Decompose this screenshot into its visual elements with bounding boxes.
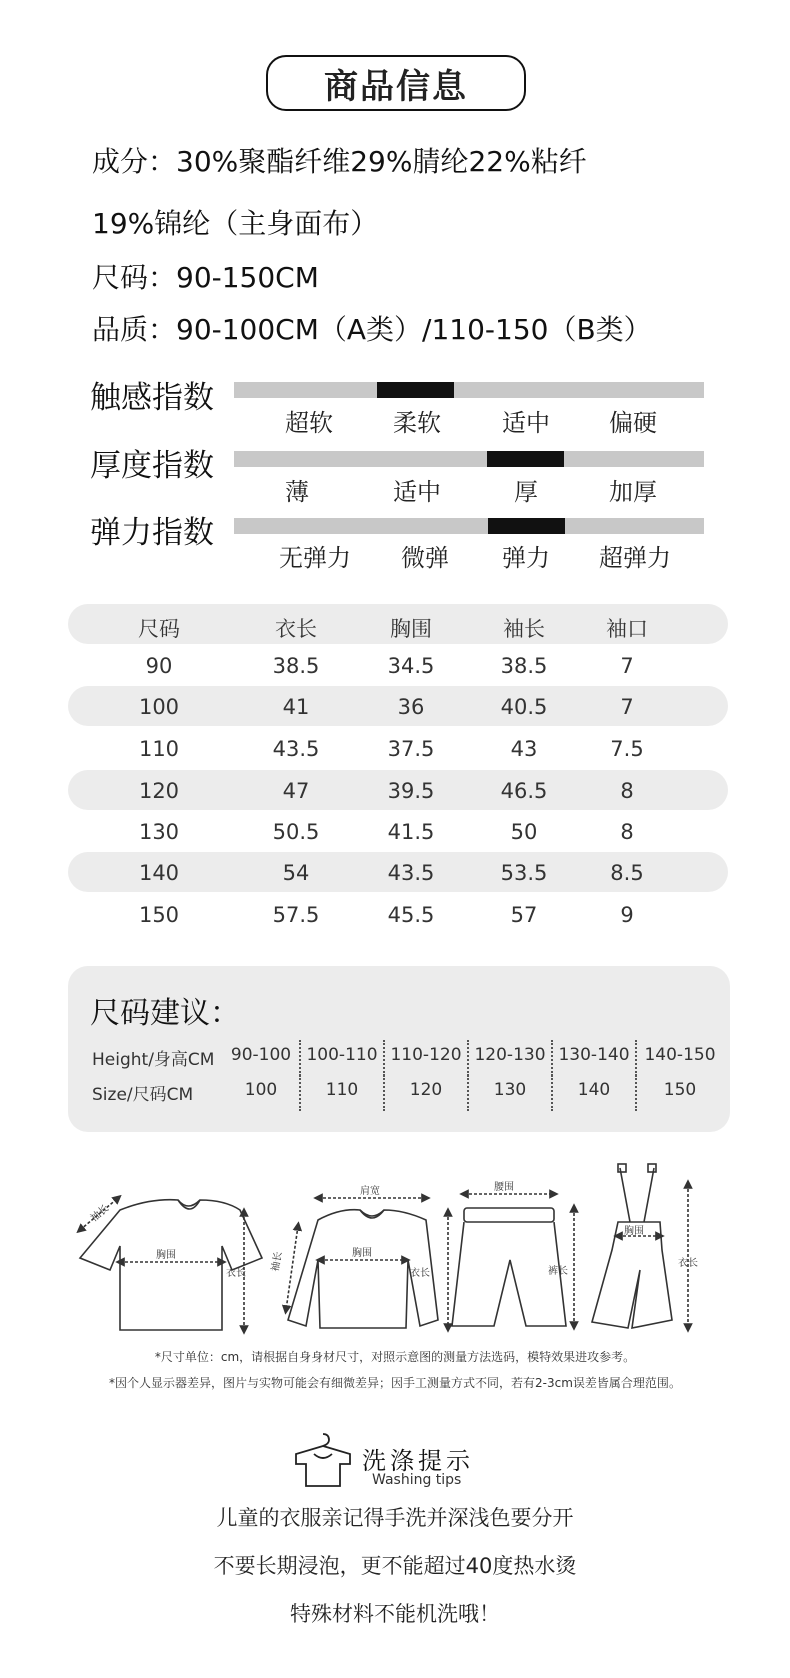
level-label: 加厚 xyxy=(609,478,657,506)
overalls-diagram xyxy=(592,1164,688,1328)
level-label: 偏硬 xyxy=(609,409,657,437)
column-divider xyxy=(635,1040,637,1076)
recommended-size: 100 xyxy=(244,1080,278,1100)
height-range: 120-130 xyxy=(474,1045,546,1065)
table-cell: 46.5 xyxy=(500,779,548,803)
level-label: 超弹力 xyxy=(599,544,671,572)
sweater-diagram xyxy=(286,1198,448,1328)
washing-tip: 不要长期浸泡，更不能超过40度热水烫 xyxy=(213,1554,577,1578)
index-bar xyxy=(234,451,704,467)
recommended-size: 140 xyxy=(577,1080,611,1100)
tshirt-chest-label: 胸围 xyxy=(156,1250,176,1261)
table-cell: 57 xyxy=(510,903,538,927)
washing-title: 洗涤提示 xyxy=(362,1447,474,1475)
index-marker xyxy=(488,518,565,534)
column-divider xyxy=(383,1075,385,1111)
table-cell: 43 xyxy=(510,737,538,761)
table-cell: 43.5 xyxy=(387,861,435,885)
height-range: 90-100 xyxy=(230,1045,292,1065)
shorts-diagram xyxy=(452,1194,574,1326)
table-cell: 40.5 xyxy=(500,695,548,719)
sweater-length-label: 衣长 xyxy=(410,1268,430,1279)
table-cell: 90 xyxy=(145,654,173,678)
sweater-shoulder-label: 肩宽 xyxy=(360,1186,380,1197)
table-cell: 38.5 xyxy=(500,654,548,678)
size-note: *尺寸单位：cm，请根据自身身材尺寸，对照示意图的测量方法选码，模特效果进攻参考。 xyxy=(154,1350,636,1364)
height-range: 140-150 xyxy=(644,1045,716,1065)
table-cell: 140 xyxy=(138,861,180,885)
table-cell: 100 xyxy=(138,695,180,719)
washing-subtitle: Washing tips xyxy=(372,1472,462,1488)
level-label: 微弹 xyxy=(401,544,449,572)
table-cell: 54 xyxy=(282,861,310,885)
column-divider xyxy=(467,1040,469,1076)
column-divider xyxy=(299,1040,301,1076)
index-label: 触感指数 xyxy=(90,380,214,416)
table-cell: 7.5 xyxy=(610,737,644,761)
column-divider xyxy=(467,1075,469,1111)
table-cell: 47 xyxy=(282,779,310,803)
level-label: 超软 xyxy=(285,409,333,437)
header-cell: 尺码 xyxy=(138,617,180,641)
level-label: 弹力 xyxy=(502,544,550,572)
tshirt-sleeve-label: 袖长 xyxy=(88,1203,112,1225)
table-cell: 53.5 xyxy=(500,861,548,885)
composition-line-2: 19%锦纶（主身面布） xyxy=(92,207,379,240)
level-label: 厚 xyxy=(514,478,538,506)
table-cell: 8 xyxy=(620,779,634,803)
table-cell: 7 xyxy=(620,654,634,678)
height-range: 110-120 xyxy=(390,1045,462,1065)
quality-grade: 品质：90-100CM（A类）/110-150（B类） xyxy=(92,313,652,346)
recommended-size: 120 xyxy=(409,1080,443,1100)
table-cell: 57.5 xyxy=(272,903,320,927)
shorts-waist-label: 腰围 xyxy=(494,1182,514,1193)
header-cell: 袖长 xyxy=(503,617,545,641)
level-label: 薄 xyxy=(285,478,309,506)
size-row-label: Size/尺码CM xyxy=(92,1085,194,1105)
table-cell: 110 xyxy=(138,737,180,761)
table-cell: 50 xyxy=(510,820,538,844)
index-bar xyxy=(234,518,704,534)
height-range: 130-140 xyxy=(558,1045,630,1065)
height-range: 100-110 xyxy=(306,1045,378,1065)
table-cell: 41 xyxy=(282,695,310,719)
header-cell: 胸围 xyxy=(390,617,432,641)
column-divider xyxy=(551,1040,553,1076)
table-cell: 37.5 xyxy=(387,737,435,761)
shorts-length-label: 裤长 xyxy=(548,1266,568,1277)
display-note: *因个人显示器差异，图片与实物可能会有细微差异；因手工测量方式不同，若有2-3cm误差皆属合理范围。 xyxy=(109,1376,681,1390)
table-cell: 38.5 xyxy=(272,654,320,678)
index-marker xyxy=(487,451,564,467)
washing-tip: 特殊材料不能机洗哦！ xyxy=(290,1602,500,1626)
recommended-size: 110 xyxy=(325,1080,359,1100)
column-divider xyxy=(551,1075,553,1111)
overalls-chest-label: 胸围 xyxy=(624,1226,644,1237)
header-cell: 袖口 xyxy=(606,617,648,641)
table-cell: 150 xyxy=(138,903,180,927)
measurement-diagrams xyxy=(0,1150,790,1340)
table-cell: 45.5 xyxy=(387,903,435,927)
tshirt-diagram xyxy=(80,1198,262,1330)
table-cell: 41.5 xyxy=(387,820,435,844)
column-divider xyxy=(383,1040,385,1076)
height-row-label: Height/身高CM xyxy=(92,1050,215,1070)
sweater-sleeve-label: 袖长 xyxy=(270,1250,285,1273)
size-suggestion-title: 尺码建议： xyxy=(90,996,240,1031)
column-divider xyxy=(635,1075,637,1111)
index-label: 厚度指数 xyxy=(90,448,214,484)
level-label: 无弹力 xyxy=(279,544,351,572)
level-label: 适中 xyxy=(393,478,441,506)
tshirt-length-label: 衣长 xyxy=(226,1268,246,1279)
sweater-chest-label: 胸围 xyxy=(352,1248,372,1259)
table-cell: 120 xyxy=(138,779,180,803)
recommended-size: 130 xyxy=(493,1080,527,1100)
table-cell: 43.5 xyxy=(272,737,320,761)
level-label: 适中 xyxy=(502,409,550,437)
header-cell: 衣长 xyxy=(275,617,317,641)
composition-line-1: 成分：30%聚酯纤维29%腈纶22%粘纤 xyxy=(92,145,587,178)
hanger-shirt-icon xyxy=(292,1430,354,1488)
level-label: 柔软 xyxy=(393,409,441,437)
overalls-length-label: 衣长 xyxy=(678,1258,698,1269)
table-cell: 8 xyxy=(620,820,634,844)
table-cell: 36 xyxy=(397,695,425,719)
column-divider xyxy=(299,1075,301,1111)
table-cell: 39.5 xyxy=(387,779,435,803)
washing-tip: 儿童的衣服亲记得手洗并深浅色要分开 xyxy=(216,1506,574,1530)
table-cell: 34.5 xyxy=(387,654,435,678)
table-cell: 7 xyxy=(620,695,634,719)
table-cell: 8.5 xyxy=(610,861,644,885)
size-range: 尺码：90-150CM xyxy=(92,261,319,294)
table-cell: 130 xyxy=(138,820,180,844)
index-marker xyxy=(377,382,454,398)
table-cell: 50.5 xyxy=(272,820,320,844)
recommended-size: 150 xyxy=(663,1080,697,1100)
table-cell: 9 xyxy=(620,903,634,927)
index-label: 弹力指数 xyxy=(90,515,214,551)
page-title: 商品信息 xyxy=(266,55,526,111)
index-bar xyxy=(234,382,704,398)
